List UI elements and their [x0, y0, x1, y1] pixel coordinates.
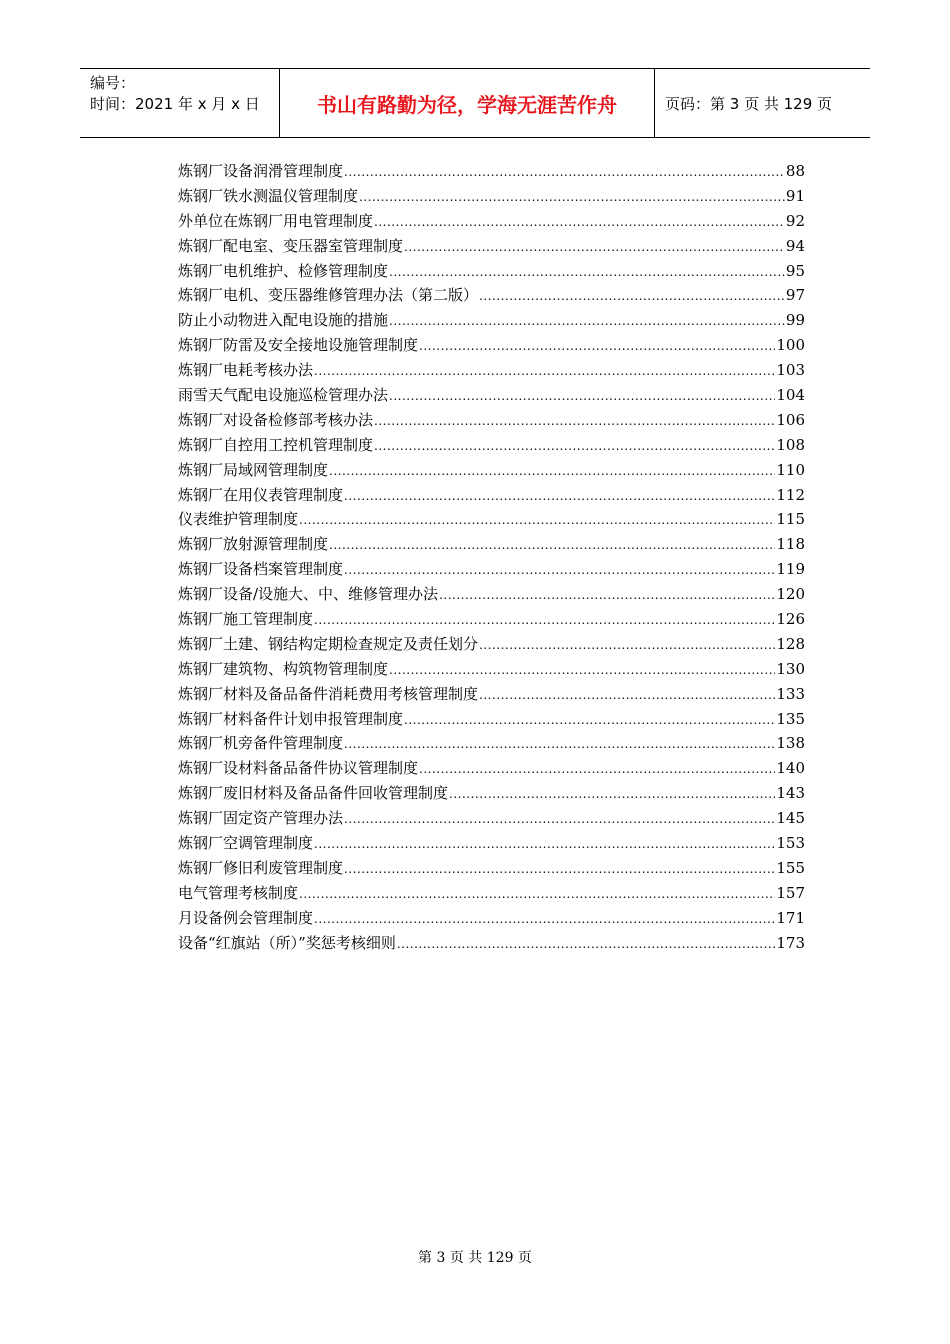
toc-entry-title: 炼钢厂建筑物、构筑物管理制度 — [178, 659, 389, 678]
page-header — [80, 68, 870, 138]
toc-entry[interactable] — [178, 484, 805, 509]
toc-entry-page: 100 — [776, 336, 805, 355]
header-meta — [80, 69, 280, 137]
toc-entry-title: 炼钢厂电耗考核办法 — [178, 361, 314, 380]
toc-entry-page: 92 — [785, 211, 805, 230]
toc-leader-dots — [479, 638, 775, 652]
toc-entry-title: 炼钢厂材料备件计划申报管理制度 — [178, 709, 404, 728]
toc-entry-title: 炼钢厂防雷及安全接地设施管理制度 — [178, 336, 419, 355]
toc-entry-title: 炼钢厂空调管理制度 — [178, 834, 314, 853]
toc-leader-dots — [404, 240, 785, 254]
toc-entry-title: 炼钢厂配电室、变压器室管理制度 — [178, 236, 404, 255]
document-date: 时间：2021 年 x 月 x 日 — [90, 95, 260, 113]
toc-leader-dots — [479, 688, 775, 702]
toc-entry[interactable] — [178, 210, 805, 235]
toc-leader-dots — [374, 215, 785, 229]
toc-leader-dots — [344, 489, 775, 503]
toc-entry-page: 173 — [776, 933, 805, 952]
toc-entry[interactable] — [178, 932, 805, 957]
toc-entry-title: 炼钢厂自控用工控机管理制度 — [178, 435, 374, 454]
toc-entry-page: 103 — [776, 361, 805, 380]
toc-entry-page: 171 — [776, 908, 805, 927]
toc-leader-dots — [314, 912, 775, 926]
toc-entry-page: 112 — [776, 485, 805, 504]
toc-entry-title: 电气管理考核制度 — [178, 883, 299, 902]
toc-leader-dots — [314, 613, 775, 627]
toc-entry[interactable] — [178, 782, 805, 807]
toc-entry[interactable] — [178, 683, 805, 708]
toc-entry-page: 110 — [776, 460, 805, 479]
toc-leader-dots — [404, 713, 775, 727]
toc-entry-page: 128 — [776, 634, 805, 653]
toc-entry-title: 炼钢厂电机、变压器维修管理办法（第二版） — [178, 286, 479, 305]
toc-entry-page: 157 — [776, 883, 805, 902]
toc-entry[interactable] — [178, 857, 805, 882]
toc-entry-title: 外单位在炼钢厂用电管理制度 — [178, 211, 374, 230]
toc-leader-dots — [374, 439, 775, 453]
toc-entry-page: 115 — [776, 510, 805, 529]
toc-entry-title: 仪表维护管理制度 — [178, 510, 299, 529]
toc-entry-page: 118 — [776, 535, 805, 554]
table-of-contents — [178, 160, 805, 957]
toc-entry[interactable] — [178, 309, 805, 334]
toc-entry-title: 炼钢厂施工管理制度 — [178, 610, 314, 629]
document-number-label: 编号： — [90, 74, 136, 92]
toc-leader-dots — [449, 787, 775, 801]
toc-entry-title: 炼钢厂电机维护、检修管理制度 — [178, 261, 389, 280]
toc-entry-page: 145 — [776, 809, 805, 828]
toc-entry-page: 104 — [776, 386, 805, 405]
toc-entry-title: 月设备例会管理制度 — [178, 908, 314, 927]
toc-entry-page: 108 — [776, 435, 805, 454]
toc-leader-dots — [344, 165, 785, 179]
toc-entry-page: 135 — [776, 709, 805, 728]
toc-entry-page: 126 — [776, 610, 805, 629]
toc-entry-title: 炼钢厂土建、钢结构定期检查规定及责任划分 — [178, 634, 479, 653]
toc-entry-page: 99 — [785, 311, 805, 330]
toc-entry[interactable] — [178, 384, 805, 409]
toc-leader-dots — [389, 314, 785, 328]
toc-leader-dots — [359, 190, 785, 204]
toc-entry-title: 设备“红旗站（所）”奖惩考核细则 — [178, 933, 396, 952]
toc-entry[interactable] — [178, 558, 805, 583]
toc-entry-page: 88 — [785, 162, 805, 180]
toc-entry-page: 119 — [776, 560, 805, 579]
toc-entry[interactable] — [178, 633, 805, 658]
toc-entry-title: 雨雪天气配电设施巡检管理办法 — [178, 386, 389, 405]
toc-entry-page: 138 — [776, 734, 805, 753]
toc-entry-title: 炼钢厂设备档案管理制度 — [178, 560, 344, 579]
toc-entry-page: 94 — [785, 236, 805, 255]
toc-entry[interactable] — [178, 359, 805, 384]
toc-entry[interactable] — [178, 334, 805, 359]
page-footer: 第 3 页 共 129 页 — [418, 1250, 532, 1266]
toc-entry-title: 炼钢厂铁水测温仪管理制度 — [178, 186, 359, 205]
toc-entry-page: 106 — [776, 410, 805, 429]
toc-entry-title: 炼钢厂设备润滑管理制度 — [178, 162, 344, 180]
toc-entry-title: 防止小动物进入配电设施的措施 — [178, 311, 389, 330]
toc-entry-title: 炼钢厂设备/设施大、中、维修管理办法 — [178, 585, 439, 604]
toc-leader-dots — [374, 414, 775, 428]
toc-entry[interactable] — [178, 583, 805, 608]
toc-leader-dots — [299, 887, 775, 901]
toc-entry[interactable] — [178, 608, 805, 633]
toc-entry[interactable] — [178, 185, 805, 210]
toc-leader-dots — [389, 265, 785, 279]
toc-leader-dots — [314, 364, 775, 378]
toc-entry[interactable] — [178, 732, 805, 757]
toc-entry[interactable] — [178, 260, 805, 285]
toc-entry-title: 炼钢厂局域网管理制度 — [178, 460, 329, 479]
toc-entry[interactable] — [178, 434, 805, 459]
toc-entry[interactable] — [178, 459, 805, 484]
toc-entry[interactable] — [178, 807, 805, 832]
toc-leader-dots — [329, 464, 775, 478]
toc-leader-dots — [389, 389, 775, 403]
toc-entry-title: 炼钢厂材料及备品备件消耗费用考核管理制度 — [178, 684, 479, 703]
toc-entry-page: 95 — [785, 261, 805, 280]
toc-entry[interactable] — [178, 882, 805, 907]
toc-entry[interactable] — [178, 832, 805, 857]
header-page-info: 页码：第 3 页 共 129 页 — [665, 94, 833, 113]
toc-leader-dots — [344, 563, 775, 577]
toc-entry-title: 炼钢厂在用仪表管理制度 — [178, 485, 344, 504]
toc-leader-dots — [479, 289, 785, 303]
toc-entry-title: 炼钢厂固定资产管理办法 — [178, 809, 344, 828]
toc-entry[interactable] — [178, 409, 805, 434]
toc-entry-title: 炼钢厂修旧利废管理制度 — [178, 858, 344, 877]
toc-entry-page: 140 — [776, 759, 805, 778]
toc-entry[interactable] — [178, 160, 805, 185]
toc-leader-dots — [439, 588, 775, 602]
toc-entry[interactable] — [178, 907, 805, 932]
toc-leader-dots — [397, 937, 776, 951]
toc-entry-title: 炼钢厂机旁备件管理制度 — [178, 734, 344, 753]
toc-entry-page: 143 — [776, 784, 805, 803]
toc-entry[interactable] — [178, 284, 805, 309]
toc-entry[interactable] — [178, 508, 805, 533]
toc-entry-page: 120 — [776, 585, 805, 604]
toc-leader-dots — [314, 837, 775, 851]
toc-leader-dots — [344, 737, 775, 751]
toc-leader-dots — [344, 812, 775, 826]
toc-entry-page: 133 — [776, 684, 805, 703]
toc-entry-title: 炼钢厂设材料备品备件协议管理制度 — [178, 759, 419, 778]
toc-entry-page: 153 — [776, 834, 805, 853]
toc-entry-title: 炼钢厂废旧材料及备品备件回收管理制度 — [178, 784, 449, 803]
toc-entry[interactable] — [178, 757, 805, 782]
toc-entry-title: 炼钢厂放射源管理制度 — [178, 535, 329, 554]
toc-entry[interactable] — [178, 708, 805, 733]
toc-leader-dots — [389, 663, 775, 677]
toc-entry-page: 130 — [776, 659, 805, 678]
toc-entry[interactable] — [178, 658, 805, 683]
toc-entry-page: 97 — [785, 286, 805, 305]
toc-entry-page: 91 — [785, 186, 805, 205]
toc-entry-page: 155 — [776, 858, 805, 877]
toc-leader-dots — [299, 513, 775, 527]
toc-leader-dots — [419, 339, 775, 353]
toc-leader-dots — [344, 862, 775, 876]
toc-leader-dots — [419, 762, 775, 776]
toc-entry-title: 炼钢厂对设备检修部考核办法 — [178, 410, 374, 429]
header-motto: 书山有路勤为径，学海无涯苦作舟 — [280, 69, 655, 137]
toc-entry[interactable] — [178, 235, 805, 260]
toc-entry[interactable] — [178, 533, 805, 558]
toc-leader-dots — [329, 538, 775, 552]
